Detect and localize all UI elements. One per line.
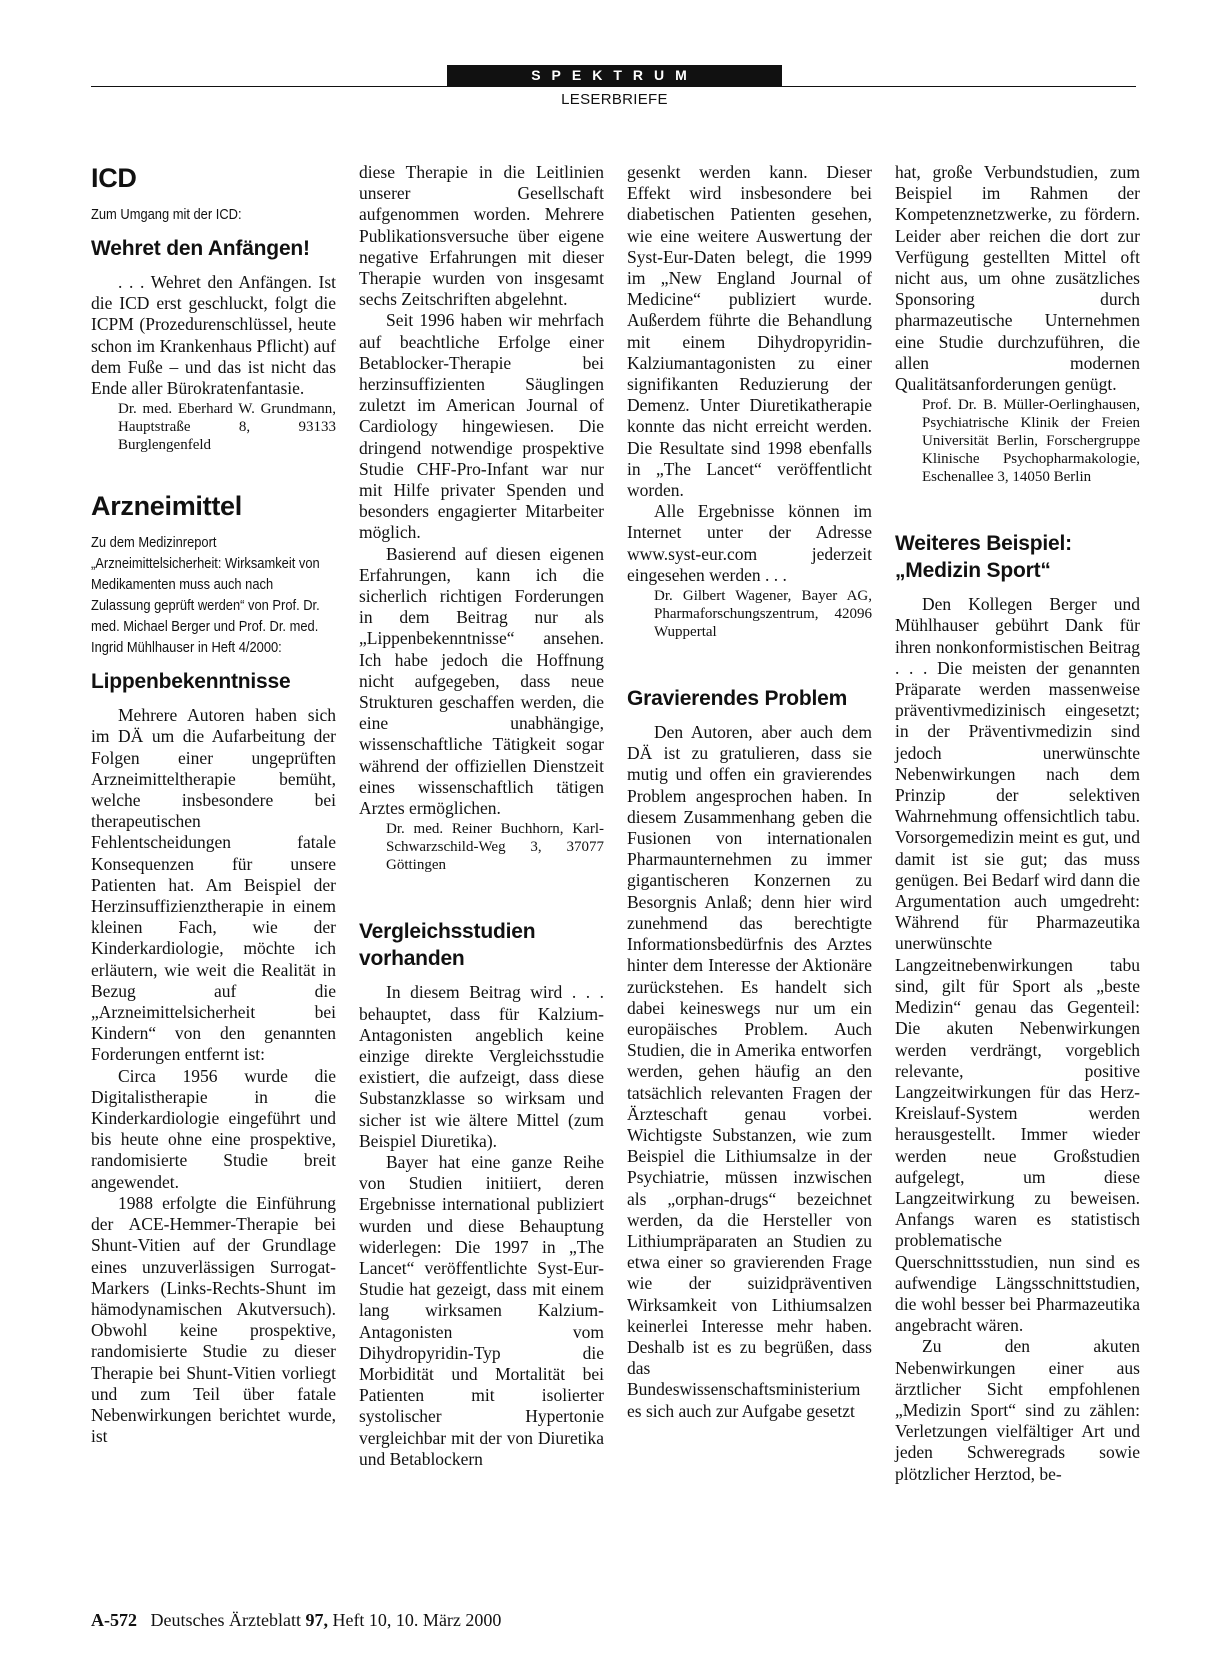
letter-paragraph: Mehrere Autoren haben sich im DÄ um die Aufarbeitung der Folgen einer ungeprüften Arzneimitteltherapie bemüht, welche insbesondere bei therapeutischen Fehlentscheidungen fatale Konsequenzen für unsere Patienten hat. Am Beispiel der Herzinsuffizienztherapie in einem kleinen Fach, wie der Kinderkardiologie, möchte ich erläutern, wie weit die Realität in Bezug auf die „Arzneimittelsicherheit bei Kindern“ von den genannten Forderungen entfernt ist: bbox=[91, 705, 336, 1065]
spacer bbox=[895, 486, 1140, 522]
letter-paragraph: Seit 1996 haben wir mehrfach auf beachtliche Erfolge einer Betablocker-Therapie bei herzinsuffizienten Säuglingen zuletzt im American Journal of Cardiology hingewiesen. Die dringend notwendige prospektive Studie CHF-Pro-Infant war nur mit Hilfe privater Spenden und besonders engagierter Mitarbeiter möglich. bbox=[359, 310, 604, 543]
column-3 bbox=[627, 162, 872, 1422]
letter-paragraph: hat, große Verbundstudien, zum Beispiel im Rahmen der Kompetenznetzwerke, zu fördern. Leider aber reichen die dort zur Verfügung gestellten Mittel oft nicht aus, um ohne zusätzliches Sponsoring durch pharmazeutische Unternehmen eine Studie durchzuführen, die allen modernen Qualitätsanforderungen genügt. bbox=[895, 162, 1140, 395]
section-banner: SPEKTRUM bbox=[447, 65, 782, 86]
column-1 bbox=[91, 162, 336, 1447]
page-footer bbox=[91, 1610, 501, 1631]
spacer bbox=[627, 641, 872, 677]
section-intro-arzneimittel: Zu dem Medizinreport „Arzneimittelsicherheit: Wirksamkeit von Medikamenten muss auch nach Zulassung geprüft werden“ von Prof. Dr. med. Michael Berger und Prof. Dr. med. Ingrid Mühlhauser in Heft 4/2000: bbox=[91, 534, 320, 657]
letter-paragraph: . . . Wehret den Anfängen. Ist die ICD erst geschluckt, folgt die ICPM (Prozedurenschlüssel, heute schon im Krankenhaus Pflicht) auf dem Fuße – und das ist nicht das Ende aller Bürokratenfantasie. bbox=[91, 272, 336, 399]
letter-paragraph: Basierend auf diesen eigenen Erfahrungen, kann ich die sicherlich richtigen Forderungen in dem Beitrag nur als „Lippenbekenntnisse“ ansehen. Ich habe jedoch die Hoffnung nicht aufgegeben, dass neue Strukturen geschaffen werden, die eine unabhängige, wissenschaftliche Tätigkeit sogar während der offiziellen Dienstzeit eines wissenschaftlich tätigen Arztes ermöglichen. bbox=[359, 543, 604, 819]
page-number: A-572 bbox=[91, 1610, 137, 1630]
spacer bbox=[91, 454, 336, 490]
letter-paragraph: Alle Ergebnisse können im Internet unter der Adresse www.syst-eur.com jederzeit eingesehen werden . . . bbox=[627, 501, 872, 585]
column-4 bbox=[895, 162, 1140, 1485]
subsection-label: LESERBRIEFE bbox=[561, 91, 668, 108]
journal-name: Deutsches Ärzteblatt bbox=[150, 1610, 301, 1630]
letter-title-vergleichsstudien: Vergleichsstudien vorhanden bbox=[359, 920, 536, 971]
letter-title-lippenbekenntnisse: Lippenbekenntnisse bbox=[91, 670, 291, 694]
letter-title-gravierendes: Gravierendes Problem bbox=[627, 687, 848, 711]
letter-signature: Prof. Dr. B. Müller-Oerlinghausen, Psychiatrische Klinik der Freien Universität Berlin, Forschergruppe Klinische Psychopharmakologie, Eschenallee 3, 14050 Berlin bbox=[922, 397, 1140, 486]
spacer bbox=[359, 874, 604, 910]
section-intro-icd: Zum Umgang mit der ICD: bbox=[91, 206, 242, 223]
section-title-icd: ICD bbox=[91, 163, 137, 193]
letter-paragraph: Zu den akuten Nebenwirkungen einer aus ärztlicher Sicht empfohlenen „Medizin Sport“ sind zu zählen: Verletzungen vielfältiger Art und jeden Schweregrads sowie plötzlicher Herztod, be- bbox=[895, 1336, 1140, 1484]
journal-issue: Heft 10, 10. März 2000 bbox=[332, 1610, 502, 1630]
letter-paragraph: Bayer hat eine ganze Reihe von Studien initiiert, deren Ergebnisse international publiziert wurden und diese Behauptung widerlegen: Die 1997 in „The Lancet“ veröffentlichte Syst-Eur-Studie hat gezeigt, dass mit einem lang wirksamen Kalzium-Antagonisten vom Dihydropyridin-Typ die Morbidität und Mortalität bei Patienten mit isolierter systolischer Hypertonie vergleichbar mit der von Diuretika und Betablockern bbox=[359, 1151, 604, 1469]
letter-paragraph: 1988 erfolgte die Einführung der ACE-Hemmer-Therapie bei Shunt-Vitien auf der Grundlage eines unzuverlässigen Surrogat-Markers (Links-Rechts-Shunt im hämodynamischen Akutversuch). Obwohl keine prospektive, randomisierte Studie zu dieser Therapie bei Shunt-Vitien vorliegt und zum Teil über fatale Nebenwirkungen berichtet wurde, ist bbox=[91, 1192, 336, 1447]
letter-paragraph: diese Therapie in die Leitlinien unserer Gesellschaft aufgenommen worden. Mehrere Publikationsversuche über eigene negative Erfahrungen mit dieser Therapie wurden von insgesamt sechs Zeitschriften abgelehnt. bbox=[359, 162, 604, 310]
letter-paragraph: gesenkt werden kann. Dieser Effekt wird insbesondere bei diabetischen Patienten gesehen, wie eine weitere Auswertung der Syst-Eur-Daten belegt, die 1999 im „New England Journal of Medicine“ publiziert wurde. Außerdem führte die Behandlung mit einem Dihydropyridin-Kalziumantagonisten zu einer signifikanten Reduzierung der Demenz. Unter Diuretikatherapie konnte das nicht erreicht werden. Die Resultate sind 1998 ebenfalls in „The Lancet“ veröffentlicht worden. bbox=[627, 162, 872, 501]
header-rule bbox=[91, 86, 1136, 87]
letter-signature: Dr. med. Reiner Buchhorn, Karl-Schwarzschild-Weg 3, 37077 Göttingen bbox=[386, 821, 604, 874]
letter-paragraph: Circa 1956 wurde die Digitalistherapie in die Kinderkardiologie eingeführt und bis heute ohne eine prospektive, randomisierte Studie breit angewendet. bbox=[91, 1065, 336, 1192]
letter-paragraph: In diesem Beitrag wird . . . behauptet, dass für Kalzium-Antagonisten angeblich keine einzige direkte Vergleichsstudie existiert, die aufzeigt, dass diese Substanzklasse so wirksam und sicher ist wie ältere Mittel (zum Beispiel Diuretika). bbox=[359, 982, 604, 1151]
journal-volume: 97, bbox=[305, 1610, 328, 1630]
letter-paragraph: Den Kollegen Berger und Mühlhauser gebührt Dank für ihren nonkonformistischen Beitrag . . . Die meisten der genannten Präparate werden massenweise präventivmedizinisch eingesetzt; in der Präventivmedizin sind jedoch unerwünschte Nebenwirkungen nach dem Prinzip der selektiven Wahrnehmung offensichtlich tabu. Vorsorgemedizin meint es gut, und damit ist sie gut; das muss genügen. Bei Bedarf wird dann die Argumentation auch umgedreht: Während für Pharmazeutika unerwünschte Langzeitnebenwirkungen tabu sind, gilt für Sport als „beste Medizin“ genau das Gegenteil: Die akuten Nebenwirkungen werden verdrängt, vorgeblich relevante, positive Langzeitwirkungen für das Herz-Kreislauf-System werden herausgestellt. Immer wieder werden neue Großstudien aufgelegt, um diese Langzeitwirkung zu beweisen. Anfangs waren es statistisch problematische Querschnittsstudien, nun sind es aufwendige Längsschnittstudien, die wohl besser bei Pharmazeutika angebracht wären. bbox=[895, 594, 1140, 1336]
letter-title-wehret: Wehret den Anfängen! bbox=[91, 237, 310, 260]
section-title-arzneimittel: Arzneimittel bbox=[91, 491, 242, 522]
letter-title-medizin-sport: Weiteres Beispiel: „Medizin Sport“ bbox=[895, 532, 1072, 583]
letter-signature: Dr. med. Eberhard W. Grundmann, Hauptstraße 8, 93133 Burglengenfeld bbox=[118, 401, 336, 454]
letter-signature: Dr. Gilbert Wagener, Bayer AG, Pharmaforschungszentrum, 42096 Wuppertal bbox=[654, 588, 872, 641]
letter-paragraph: Den Autoren, aber auch dem DÄ ist zu gratulieren, dass sie mutig und offen ein gravierendes Problem angesprochen haben. In diesem Zusammenhang geben die Fusionen von internationalen Pharmaunternehmen zu immer gigantischeren Konzernen zu Besorgnis Anlaß; denn hier wird zunehmend das berechtigte Informationsbedürfnis des Arztes hinter dem Interesse der Aktionäre zurückstehen. Es handelt sich dabei keineswegs nur um ein europäisches Problem. Auch Studien, die in Amerika entworfen werden, gehen häufig an den tatsächlich relevanten Fragen der Ärzteschaft genau vorbei. Wichtigste Substanzen, wie zum Beispiel die Lithiumsalze in der Psychiatrie, müssen inzwischen als „orphan-drugs“ bezeichnet werden, da die Hersteller von Lithiumpräparaten an Studien zu etwa einer so gravierenden Frage wie der suizidpräventiven Wirksamkeit von Lithiumsalzen keinerlei Interesse mehr haben. Deshalb ist es zu begrüßen, dass das Bundeswissenschaftsministerium es sich auch zur Aufgabe gesetzt bbox=[627, 722, 872, 1421]
column-2 bbox=[359, 162, 604, 1470]
